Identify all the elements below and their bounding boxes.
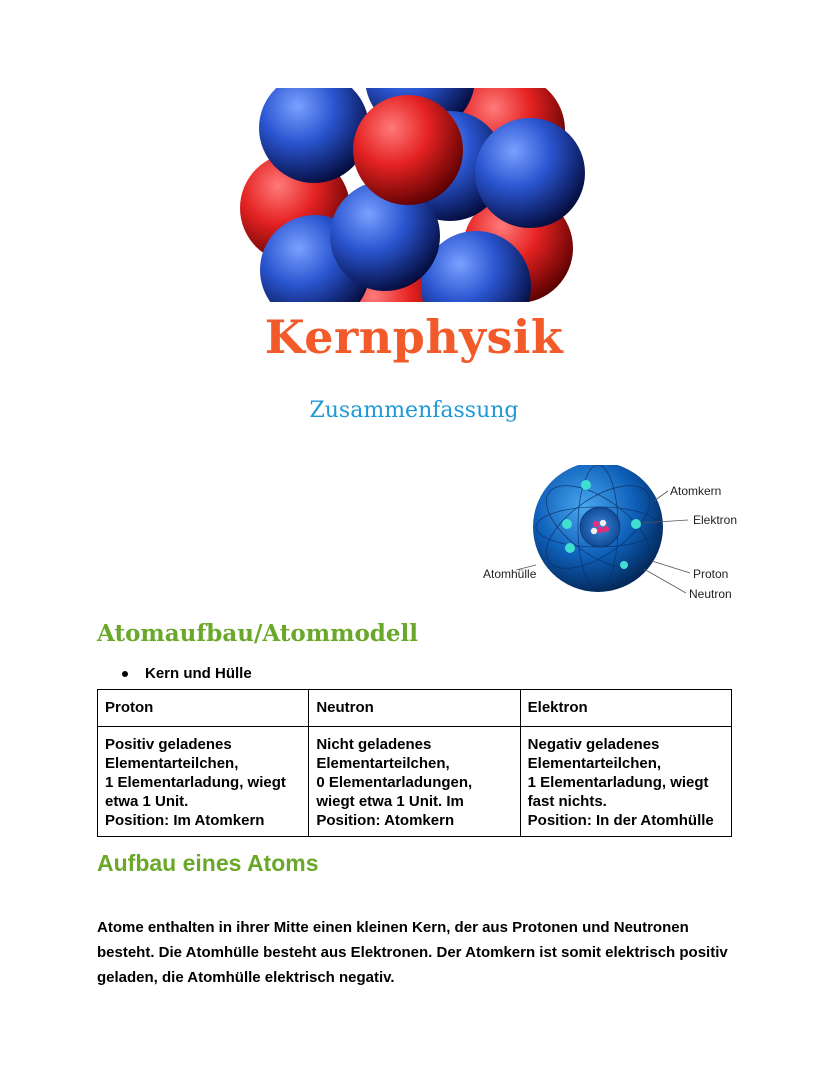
electron-dot [565,543,575,553]
table-cell: Nicht geladenes Elementarteilchen, 0 Elementarladungen, wiegt etwa 1 Unit. Im Position: Atomkern [309,727,520,837]
nucleus-illustration [240,88,585,302]
bullet-text: Kern und Hülle [145,665,252,682]
section-heading-aufbau: Aufbau eines Atoms [97,850,319,876]
table-row [98,727,732,837]
bullet-dot [122,671,128,677]
table-cell: Positiv geladenes Elementarteilchen, 1 Elementarladung, wiegt etwa 1 Unit. Position: Im Atomkern [98,727,309,837]
electron-dot [581,480,591,490]
atom-model-figure [476,465,776,610]
table-header-row [98,690,732,727]
table-header-cell: Elektron [520,690,731,727]
body-paragraph: Atome enthalten in ihrer Mitte einen kleinen Kern, der aus Protonen und Neutronen besteht. Die Atomhülle besteht aus Elektronen. Der Atomkern ist somit elektrisch positiv geladen, die Atomhülle elektrisch negativ. [97,919,728,986]
label-proton: Proton [693,567,729,581]
table-cell: Negativ geladenes Elementarteilchen, 1 Elementarladung, wiegt fast nichts. Position: In der Atomhülle [520,727,731,837]
particles-table [97,689,732,837]
label-neutron: Neutron [689,587,732,601]
electron-dot [620,561,628,569]
table-header-cell: Proton [98,690,309,727]
neutron-sphere [475,118,585,228]
label-electron: Elektron [693,513,738,527]
page-title: Kernphysik [264,310,564,364]
section-heading-atomaufbau: Atomaufbau/Atommodell [97,620,418,647]
page-subtitle: Zusammenfassung [309,398,519,423]
bullet-item [122,665,252,682]
table-header-cell: Neutron [309,690,520,727]
electron-dot [631,519,641,529]
electron-dot [562,519,572,529]
label-nucleus: Atomkern [670,484,722,498]
label-shell: Atomhülle [483,567,537,581]
proton-sphere [353,95,463,205]
